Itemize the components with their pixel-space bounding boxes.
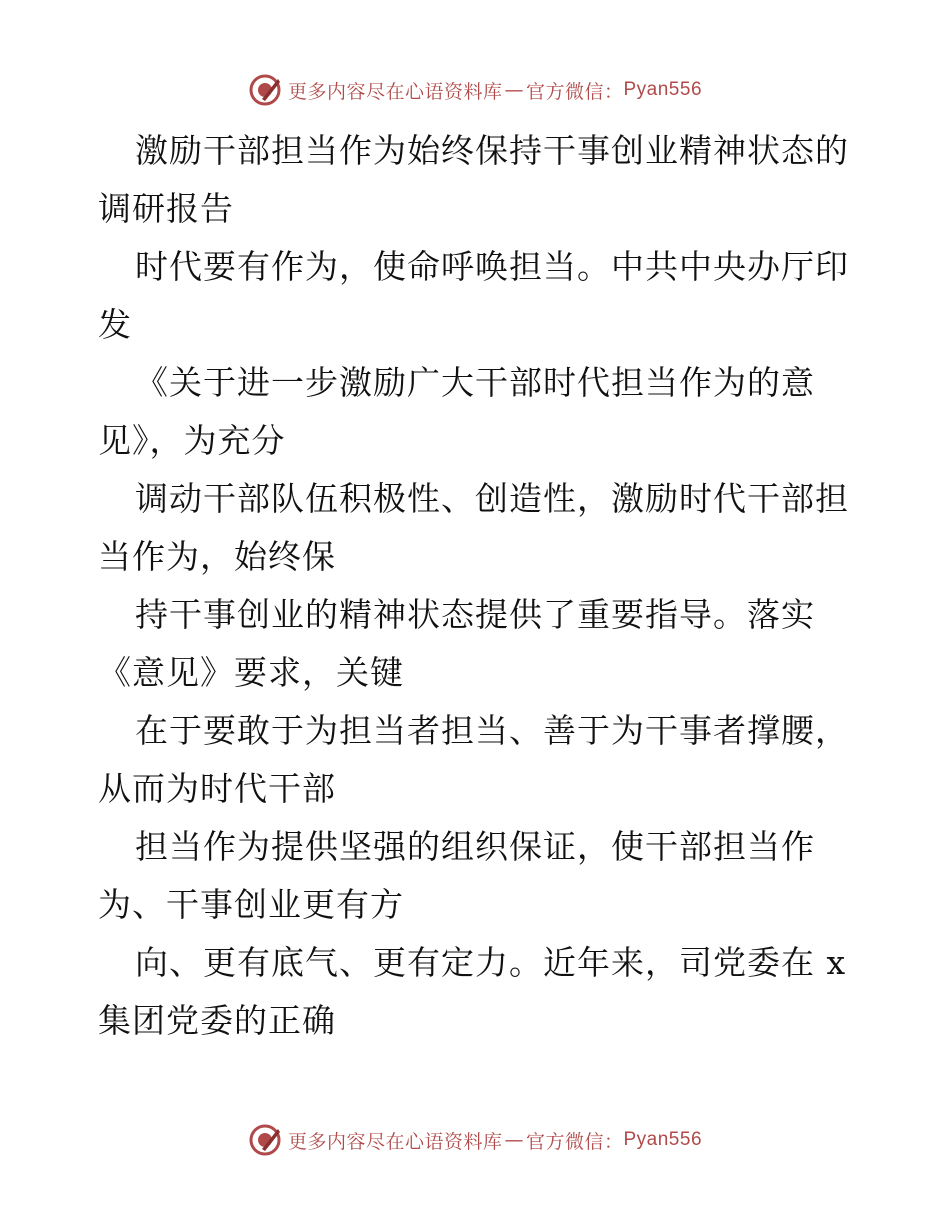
text-line: 见》，为充分 — [98, 421, 286, 460]
watermark-dash: — — [504, 79, 524, 101]
text-line: 为、干事创业更有方 — [98, 885, 404, 924]
watermark-dash: — — [504, 1129, 524, 1151]
document-body — [98, 122, 858, 1050]
text-line: 持干事创业的精神状态提供了重要指导。落实 — [135, 595, 815, 634]
text-line: 在于要敢于为担当者担当、善于为干事者撑腰， — [135, 711, 849, 750]
watermark-site-name: 更多内容尽在心语资料库 — [287, 1130, 503, 1153]
text-line: 《意见》要求，关键 — [98, 653, 404, 692]
text-line: 激励干部担当作为始终保持干事创业精神状态的 — [135, 131, 849, 170]
text-line: 发 — [98, 305, 132, 344]
watermark-label: 官方微信： — [525, 80, 624, 103]
text-line: 《关于进一步激励广大干部时代担当作为的意 — [135, 363, 815, 402]
header-watermark — [0, 70, 950, 110]
text-line: 时代要有作为，使命呼唤担当。中共中央办厅印 — [135, 247, 849, 286]
watermark-label: 官方微信： — [525, 1130, 624, 1153]
text-line: 向、更有底气、更有定力。近年来，司党委在 x — [135, 943, 847, 982]
text-line: 从而为时代干部 — [98, 769, 336, 808]
document-text — [98, 122, 858, 1050]
watermark-account: Pyan556 — [623, 79, 703, 100]
watermark-account: Pyan556 — [623, 1129, 703, 1150]
watermark-logo-icon — [248, 73, 282, 107]
footer-watermark — [0, 1120, 950, 1160]
text-line: 当作为，始终保 — [98, 537, 336, 576]
text-line: 担当作为提供坚强的组织保证，使干部担当作 — [135, 827, 815, 866]
watermark-site-name: 更多内容尽在心语资料库 — [287, 80, 503, 103]
text-line: 调动干部队伍积极性、创造性，激励时代干部担 — [135, 479, 849, 518]
text-line: 调研报告 — [98, 189, 234, 228]
watermark-logo-icon — [248, 1123, 282, 1157]
text-line: 集团党委的正确 — [98, 1001, 336, 1040]
